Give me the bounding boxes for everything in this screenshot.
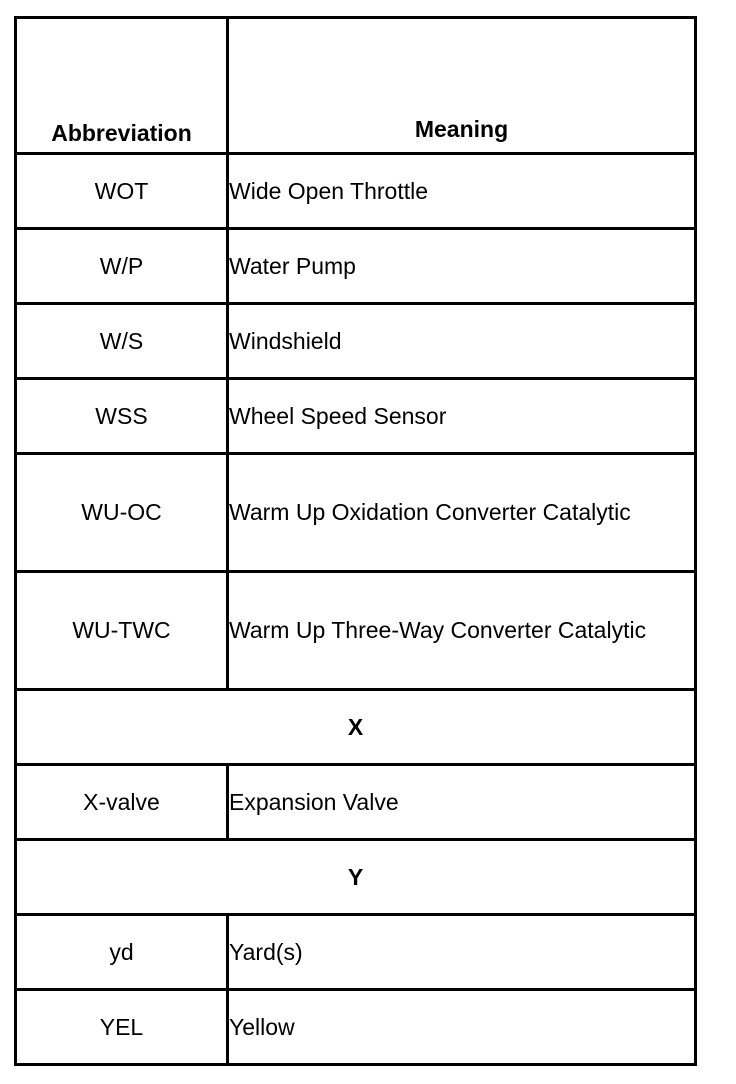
header-row bbox=[16, 18, 696, 154]
section-heading: X bbox=[16, 690, 696, 765]
meaning-cell: Water Pump bbox=[228, 229, 696, 304]
table-row bbox=[16, 915, 696, 990]
table-row bbox=[16, 572, 696, 690]
meaning-cell: Yard(s) bbox=[228, 915, 696, 990]
meaning-cell: Warm Up Three-Way Converter Catalytic bbox=[228, 572, 696, 690]
abbreviation-cell: WU-OC bbox=[16, 454, 228, 572]
abbreviation-cell: yd bbox=[16, 915, 228, 990]
section-heading: Y bbox=[16, 840, 696, 915]
meaning-cell: Wide Open Throttle bbox=[228, 154, 696, 229]
abbreviation-cell: WU-TWC bbox=[16, 572, 228, 690]
meaning-cell: Warm Up Oxidation Converter Catalytic bbox=[228, 454, 696, 572]
table-row bbox=[16, 304, 696, 379]
abbreviation-cell: W/P bbox=[16, 229, 228, 304]
header-meaning: Meaning bbox=[228, 18, 696, 154]
table-row bbox=[16, 990, 696, 1065]
table-row bbox=[16, 379, 696, 454]
table-row bbox=[16, 454, 696, 572]
abbreviation-cell: YEL bbox=[16, 990, 228, 1065]
abbreviation-cell: WOT bbox=[16, 154, 228, 229]
table-row bbox=[16, 765, 696, 840]
abbreviation-cell: X-valve bbox=[16, 765, 228, 840]
meaning-cell: Yellow bbox=[228, 990, 696, 1065]
meaning-cell: Wheel Speed Sensor bbox=[228, 379, 696, 454]
header-abbreviation: Abbreviation bbox=[16, 18, 228, 154]
meaning-cell: Windshield bbox=[228, 304, 696, 379]
abbreviation-table bbox=[14, 16, 697, 1066]
table-row bbox=[16, 154, 696, 229]
abbreviation-cell: W/S bbox=[16, 304, 228, 379]
section-row-y bbox=[16, 840, 696, 915]
abbreviation-cell: WSS bbox=[16, 379, 228, 454]
section-row-x bbox=[16, 690, 696, 765]
table-row bbox=[16, 229, 696, 304]
meaning-cell: Expansion Valve bbox=[228, 765, 696, 840]
